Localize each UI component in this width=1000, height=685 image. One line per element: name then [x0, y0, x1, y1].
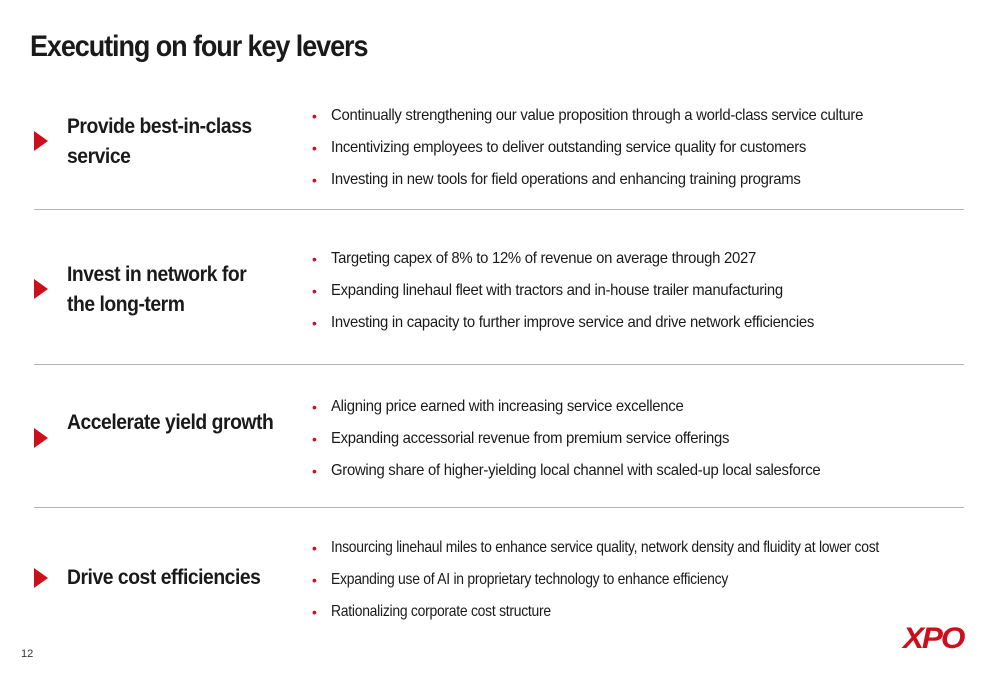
lever-bullet-list — [310, 532, 970, 628]
lever-title: Drive cost efficiencies — [67, 566, 261, 589]
right-triangle-arrow-icon — [34, 279, 48, 299]
lever-bullet-list — [310, 243, 970, 339]
bullet-dot: • — [312, 108, 317, 124]
bullet-dot: • — [312, 140, 317, 156]
list-item: • Growing share of higher-yielding local channel with scaled-up local salesforce — [310, 455, 970, 487]
bullet-dot: • — [312, 604, 317, 620]
list-item: • Expanding use of AI in proprietary technology to enhance efficiency — [310, 564, 970, 596]
list-item: • Expanding linehaul fleet with tractors and in-house trailer manufacturing — [310, 275, 970, 307]
right-triangle-arrow-icon — [34, 131, 48, 151]
list-item: • Continually strengthening our value proposition through a world-class service culture — [310, 100, 970, 132]
lever-title: Accelerate yield growth — [67, 411, 274, 434]
bullet-dot: • — [312, 540, 317, 556]
bullet-dot: • — [312, 463, 317, 479]
xpo-logo: XPO — [903, 622, 964, 655]
lever-row-service — [34, 95, 964, 210]
list-item: • Insourcing linehaul miles to enhance service quality, network density and fluidity at lower cost — [310, 532, 970, 564]
list-item: • Targeting capex of 8% to 12% of revenue on average through 2027 — [310, 243, 970, 275]
page-title: Executing on four key levers — [30, 30, 368, 63]
right-triangle-arrow-icon — [34, 568, 48, 588]
lever-row-cost — [34, 508, 964, 628]
list-item: • Investing in capacity to further improve service and drive network efficiencies — [310, 307, 970, 339]
lever-row-yield — [34, 365, 964, 508]
bullet-dot: • — [312, 431, 317, 447]
bullet-dot: • — [312, 315, 317, 331]
bullet-dot: • — [312, 399, 317, 415]
lever-title: Invest in network for the long-term — [67, 263, 247, 316]
list-item: • Incentivizing employees to deliver outstanding service quality for customers — [310, 132, 970, 164]
bullet-dot: • — [312, 251, 317, 267]
bullet-dot: • — [312, 283, 317, 299]
list-item: • Expanding accessorial revenue from premium service offerings — [310, 423, 970, 455]
list-item: • Aligning price earned with increasing service excellence — [310, 391, 970, 423]
bullet-dot: • — [312, 172, 317, 188]
list-item: • Rationalizing corporate cost structure — [310, 596, 970, 628]
lever-title: Provide best-in-class service — [67, 115, 252, 168]
list-item: • Investing in new tools for field operations and enhancing training programs — [310, 164, 970, 196]
bullet-dot: • — [312, 572, 317, 588]
lever-bullet-list — [310, 100, 970, 196]
page-number: 12 — [21, 648, 34, 660]
right-triangle-arrow-icon — [34, 428, 48, 448]
lever-bullet-list — [310, 391, 970, 487]
lever-row-network — [34, 210, 964, 365]
